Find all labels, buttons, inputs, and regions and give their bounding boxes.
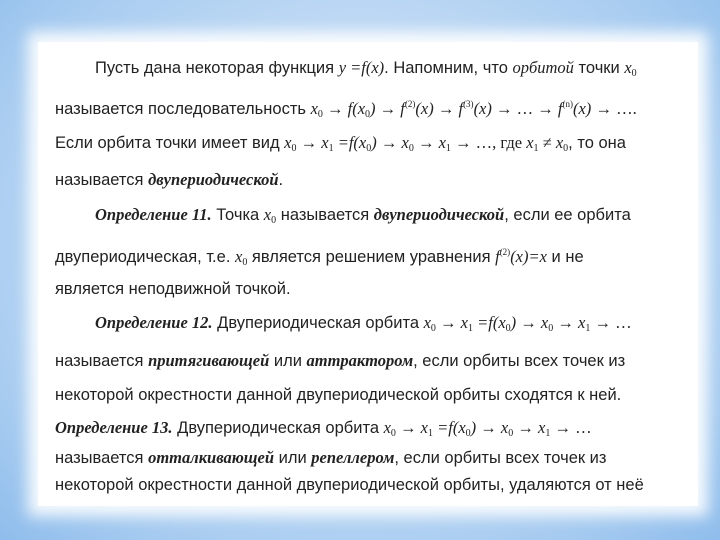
emphasis-run: двупериодической	[148, 170, 279, 189]
math-run: f	[400, 99, 405, 118]
math-run: x	[555, 133, 564, 152]
subscript: 0	[430, 323, 436, 334]
text-run: некоторой окрестности данной двупериодической орбиты сходятся к ней.	[55, 386, 622, 404]
math-run: x	[578, 313, 586, 332]
math-operator: ≠	[538, 133, 556, 152]
math-run: x	[423, 313, 431, 332]
text-line-11	[55, 418, 592, 444]
text-run: или	[269, 352, 307, 370]
emphasis-run: двупериодической	[373, 205, 505, 224]
math-run: x	[500, 418, 509, 437]
math-run: =f(x	[473, 313, 506, 332]
document-sheet	[38, 42, 698, 506]
text-line-6	[55, 242, 584, 273]
text-run: некоторой окрестности данной двупериодической орбиты, удаляются от неё	[55, 476, 644, 494]
emphasis-run: Определение 11.	[95, 205, 212, 224]
math-run: )	[510, 313, 517, 332]
math-run: f	[495, 247, 500, 266]
text-line-10	[55, 385, 621, 405]
emphasis-run: Определение 13.	[55, 418, 173, 437]
text-run: , если орбиты всех точек из	[413, 352, 626, 370]
text-run: Двупериодическая орбита	[172, 419, 384, 437]
subscript: 0	[366, 143, 372, 154]
subscript: 1	[328, 143, 334, 154]
math-run: f	[557, 99, 563, 118]
text-run: является неподвижной точкой.	[55, 280, 291, 298]
text-run: называется последовательность	[55, 100, 311, 118]
math-operator: →	[516, 313, 541, 332]
math-operator: → …	[590, 313, 632, 332]
subscript: 1	[585, 323, 591, 334]
math-run: x	[420, 418, 428, 437]
text-line-9	[55, 351, 625, 371]
math-operator: →	[375, 99, 401, 118]
text-run: называется	[276, 206, 374, 224]
text-line-1	[95, 58, 637, 84]
subscript: 1	[468, 323, 473, 334]
math-run: x	[263, 205, 272, 224]
math-run: x	[624, 58, 632, 77]
math-run: x	[284, 133, 292, 152]
subscript: 0	[408, 143, 414, 154]
subscript: 0	[317, 109, 323, 120]
math-run: =f(x	[433, 418, 466, 437]
math-run: x	[538, 418, 546, 437]
text-run: . Напомним, что	[384, 59, 513, 77]
math-run: x	[526, 133, 534, 152]
superscript: (2)	[404, 99, 416, 109]
subscript: 1	[533, 143, 539, 154]
math-run: x	[235, 247, 243, 266]
math-run: )	[470, 418, 477, 437]
text-run: называется	[55, 171, 149, 189]
math-operator: → …	[550, 418, 592, 437]
math-operator: →	[395, 418, 421, 437]
subscript: 0	[390, 428, 396, 439]
subscript: 0	[242, 257, 248, 268]
superscript: (3)	[463, 99, 474, 109]
math-run: =f(x	[333, 133, 367, 152]
subscript: 1	[445, 143, 451, 154]
math-run: x	[310, 99, 318, 118]
math-run: f(x	[347, 99, 366, 118]
text-run: называется	[55, 352, 149, 370]
math-run: x	[438, 133, 446, 152]
subscript: 0	[508, 428, 514, 439]
math-run: орбитой	[512, 58, 574, 77]
math-run: x	[540, 313, 549, 332]
text-line-13	[55, 475, 644, 495]
math-operator: →	[376, 133, 402, 152]
math-run: x	[401, 133, 409, 152]
text-run: , то она	[568, 134, 626, 152]
emphasis-run: Определение 12.	[95, 313, 213, 332]
math-run: y =f(x)	[338, 58, 385, 77]
text-line-5	[95, 205, 631, 231]
text-run: и не	[546, 248, 584, 266]
subscript: 0	[563, 143, 569, 154]
math-run: x	[460, 313, 468, 332]
math-run: x	[321, 133, 329, 152]
math-run: f	[458, 99, 464, 118]
text-run: двупериодическая, т.е.	[55, 248, 235, 266]
text-line-12	[55, 448, 606, 468]
text-run: , если орбиты всех точек из	[394, 449, 607, 467]
math-operator: →	[476, 418, 501, 437]
math-run: )	[371, 133, 377, 152]
text-run: .	[278, 171, 284, 189]
text-run: или	[274, 449, 312, 467]
emphasis-run: репеллером	[311, 448, 395, 467]
text-line-2	[55, 94, 637, 125]
math-run: (x)	[473, 99, 492, 118]
subscript: 0	[505, 323, 511, 334]
text-run: Пусть дана некоторая функция	[95, 59, 339, 77]
text-run: , если ее орбита	[504, 206, 631, 224]
math-operator: →	[296, 133, 322, 152]
superscript: (n)	[562, 99, 573, 109]
text-run: точки	[573, 59, 625, 77]
subscript: 0	[271, 215, 277, 226]
text-run: является решением уравнения	[247, 248, 496, 266]
math-operator: → ….	[591, 99, 637, 118]
subscript: 0	[631, 68, 637, 79]
subscript: 1	[545, 428, 551, 439]
math-run: (x)	[572, 99, 592, 118]
math-operator: → … →	[491, 99, 558, 118]
math-run: )	[370, 99, 376, 118]
text-line-7	[55, 279, 291, 299]
text-line-3	[55, 133, 626, 159]
subscript: 0	[548, 323, 554, 334]
text-line-8	[95, 313, 632, 339]
math-run: (x)=x	[510, 247, 547, 266]
text-run: называется	[55, 449, 149, 467]
math-run: (x)	[415, 99, 434, 118]
emphasis-run: аттрактором	[306, 351, 414, 370]
subscript: 0	[291, 143, 297, 154]
text-run: Точка	[211, 206, 264, 224]
text-run: Если орбита точки имеет вид	[55, 134, 285, 152]
math-operator: →	[433, 99, 459, 118]
subscript: 0	[465, 428, 471, 439]
subscript: 0	[365, 109, 371, 120]
math-operator: → …, где	[450, 133, 527, 152]
math-operator: →	[553, 313, 578, 332]
math-operator: →	[435, 313, 461, 332]
emphasis-run: отталкивающей	[148, 448, 275, 467]
superscript: (2)	[499, 247, 511, 257]
math-operator: →	[413, 133, 439, 152]
math-operator: →	[322, 99, 348, 118]
math-operator: →	[513, 418, 538, 437]
text-line-4	[55, 170, 283, 190]
math-run: x	[383, 418, 391, 437]
emphasis-run: притягивающей	[148, 351, 270, 370]
subscript: 1	[428, 428, 433, 439]
text-run: Двупериодическая орбита	[212, 314, 424, 332]
